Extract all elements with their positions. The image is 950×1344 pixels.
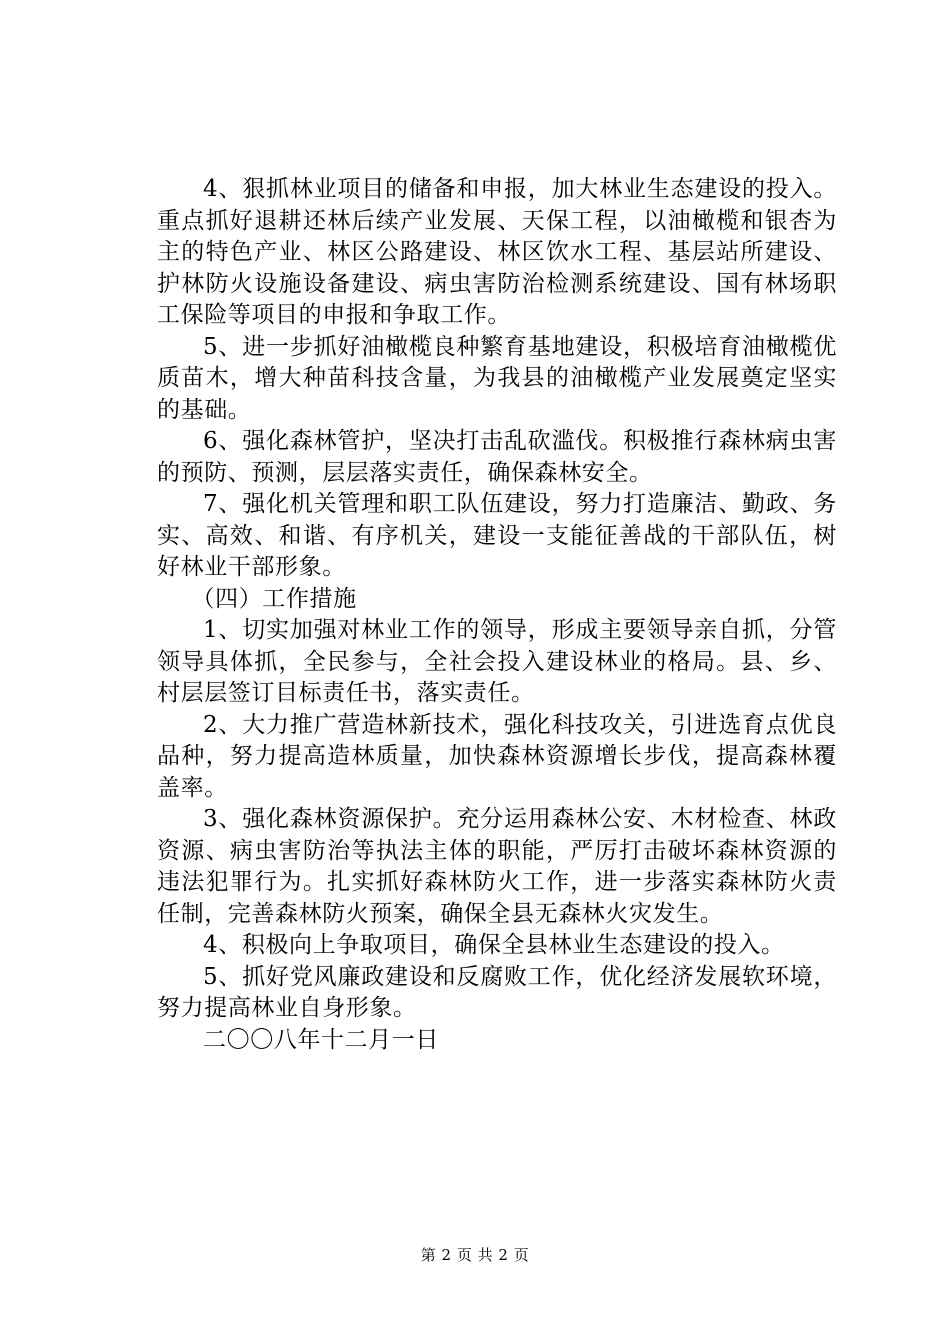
paragraph-measure-5-anticorruption: 5、抓好党风廉政建设和反腐败工作，优化经济发展软环境，努力提高林业自身形象。	[157, 963, 837, 1021]
paragraph-measure-2-technology: 2、大力推广营造林新技术，强化科技攻关，引进选育点优良品种，努力提高造林质量，加快森林资源增长步伐，提高森林覆盖率。	[157, 711, 837, 801]
paragraph-item-7-staff-building: 7、强化机关管理和职工队伍建设，努力打造廉洁、勤政、务实、高效、和谐、有序机关，建设一支能征善战的干部队伍，树好林业干部形象。	[157, 491, 837, 580]
paragraph-item-6-forest-protection: 6、强化森林管护，坚决打击乱砍滥伐。积极推行森林病虫害的预防、预测，层层落实责任，确保森林安全。	[157, 428, 837, 486]
paragraph-measure-4-projects: 4、积极向上争取项目，确保全县林业生态建设的投入。	[203, 932, 785, 958]
paragraph-measure-1-leadership: 1、切实加强对林业工作的领导，形成主要领导亲自抓，分管领导具体抓，全民参与，全社会投入建设林业的格局。县、乡、村层层签订目标责任书，落实责任。	[157, 617, 837, 706]
document-body	[157, 174, 837, 1056]
paragraph-item-4-investment: 4、狠抓林业项目的储备和申报，加大林业生态建设的投入。重点抓好退耕还林后续产业发展、天保工程，以油橄榄和银杏为主的特色产业、林区公路建设、林区饮水工程、基层站所建设、护林防火设施设备建设、病虫害防治检测系统建设、国有林场职工保险等项目的申报和争取工作。	[157, 176, 837, 328]
paragraph-item-5-olive-base: 5、进一步抓好油橄榄良种繁育基地建设，积极培育油橄榄优质苗木，增大种苗科技含量，为我县的油橄榄产业发展奠定坚实的基础。	[157, 333, 837, 423]
page-number-footer: 第 2 页 共 2 页	[420, 1246, 530, 1264]
section-heading-work-measures: （四）工作措施	[191, 585, 357, 612]
paragraph-measure-3-resource-protection: 3、强化森林资源保护。充分运用森林公安、木材检查、林政资源、病虫害防治等执法主体的职能，严厉打击破坏森林资源的违法犯罪行为。扎实抓好森林防火工作，进一步落实森林防火责任制，完善森林防火预案，确保全县无森林火灾发生。	[157, 806, 837, 927]
document-date: 二〇〇八年十二月一日	[203, 1026, 439, 1053]
